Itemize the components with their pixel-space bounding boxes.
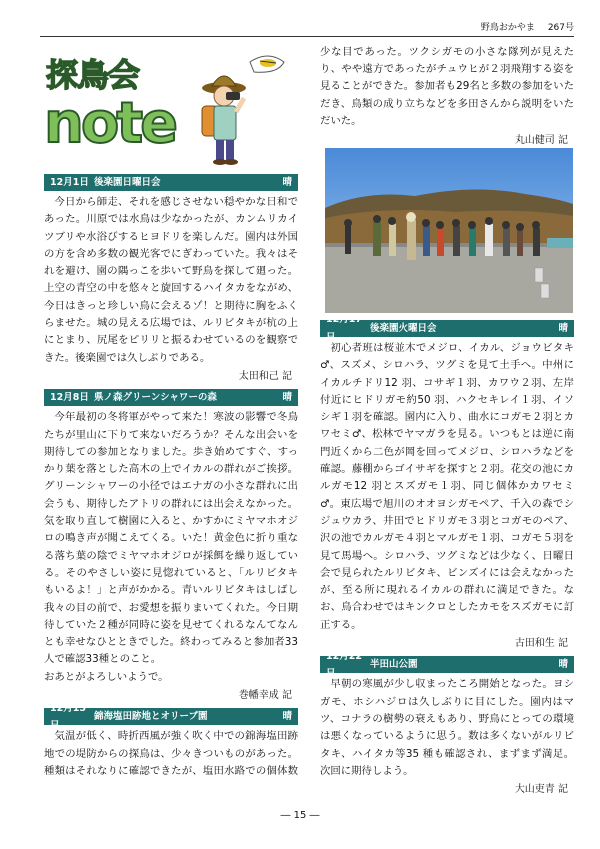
article-place: 後楽園火曜日会 bbox=[370, 322, 437, 334]
article-3-continued bbox=[320, 44, 574, 131]
article-date: 12月22日 bbox=[326, 650, 362, 679]
article-date: 12月8日 bbox=[50, 392, 89, 404]
article-weather: 晴 bbox=[282, 392, 292, 404]
article-1-header bbox=[44, 174, 298, 191]
journal-title: 野鳥おかやま bbox=[480, 23, 535, 33]
article-weather: 晴 bbox=[558, 659, 568, 671]
header-rule bbox=[40, 36, 574, 37]
article-5-body: 早朝の寒風が少し収まったころ開始となった。ヨシガモ、ホシハジロは久しぶりに目にした。園内はマツ、コナラの樹勢の衰えもあり、野鳥にとっての環境は悪くなっているように思う。数は多くないがルリビタキ、ハイタカ等35 種も確認され、まずまず満足。次回に期待しよう。 bbox=[320, 678, 574, 777]
article-place: 後楽園日曜日会 bbox=[94, 176, 161, 188]
running-header bbox=[471, 20, 574, 33]
article-3-header bbox=[44, 702, 298, 731]
right-column-lower bbox=[320, 314, 574, 802]
birdwatcher-illustration bbox=[188, 48, 288, 166]
logo-line1: 探鳥会 bbox=[46, 56, 140, 94]
article-2-closing: おあとがよろしいようで。 bbox=[44, 670, 169, 683]
article-1-body: 今日から師走、それを感じさせない穏やかな日和であった。川原では水鳥は少なかったが、カンムリカイツブリや水浴びするヒヨドリを楽しんだ。園内は外国の方を含め多数の観光客でにぎわっていた。我々はそれを避け、園の隅っこを歩いて野鳥を探して廻った。上空の青空の中を悠々と旋回するハイタカをながめ、今日はきっと珍しい鳥に会えるゾ！と期待に胸をふくらませた。城の見える広場では、ルリビタキが杭の上にとまり、尻尾をピリリと振るわせているのを観察できた。後楽園では久しぶりである。 bbox=[44, 196, 298, 364]
article-place: 半田山公園 bbox=[370, 659, 418, 671]
article-5-author: 大山吏青 記 bbox=[514, 784, 568, 796]
tanchokai-note-logo bbox=[44, 46, 174, 166]
article-1-author: 太田和己 記 bbox=[238, 370, 292, 382]
article-3-author: 丸山健司 記 bbox=[514, 135, 568, 146]
article-weather: 晴 bbox=[558, 322, 568, 334]
article-3-body-cont: 少な目であった。ツクシガモの小さな隊列が見えたり、やや遠方であったがチュウヒが２羽飛翔する姿を見ることができた。参加者も29名と多数の参加をいただき、鳥類の成り立ちなどを多田さんから説明をいただいた。 bbox=[320, 45, 574, 128]
article-date: 12月1日 bbox=[50, 176, 89, 188]
field-trip-photo bbox=[325, 148, 573, 313]
article-place: 県ノ森グリーンシャワーの森 bbox=[94, 392, 217, 404]
article-4-body: 初心者班は桜並木でメジロ、イカル、ジョウビタキ♂、スズメ、シロハラ、ツグミを見て土手へ。中州にイカルチドリ12 羽、コサギ１羽、カワウ２羽、左岸付近にヒドリガモ約50 羽、ハクセキレイ１羽、イソシギ１羽を確認。園内に入り、曲水にコガモ２羽とカワセミ♂、松林でヤマガラを見る。いつもとは逆に南門近くから二色が岡を回ってメジロ、シロハラなどを確認。藤棚からゴイサギを探すと２羽。花交の池にカルガモ12 羽とスズガモ１羽、同じ個体かカワセミ♂。東広場で旭川のオオヨシガモペア、千入の森でシジュウカラ、井田でヒドリガモ３羽とコガモのペア、沢の池でカルガモ４羽とマルガモ１羽、コガモ５羽を見て馬場へ。シロハラ、ツグミなどは少なく、日曜日会で見られたルリビタキ、ビンズイには会えなかったが、至る所に現れるイカルの群れに満足できた。なお、鳥合わせではキンクロとしたカモをスズガモに訂正する。 bbox=[320, 342, 574, 631]
right-column bbox=[320, 44, 574, 153]
article-2-header bbox=[44, 389, 298, 406]
article-3-body: 気温が低く、時折西風が強く吹く中での錦海塩田跡地での堤防からの探鳥は、少々きついものがあった。種類はそれなりに確認できたが、塩田水路での個体数 bbox=[44, 730, 298, 777]
page-number: ― 15 ― bbox=[280, 810, 320, 821]
article-4-header bbox=[320, 314, 574, 343]
article-2-body: 今年最初の冬将軍がやって来た！寒波の影響で冬鳥たちが里山に下りて来ないだろうか？そんな出会いを期待しての参加となりました。歩き始めてすぐ、すっかり葉を落とした高木の上でイカルの群れがご挨拶。グリーンシャワーの小径ではエナガの小さな群れに出会うも、期待したアトリの群れには出会えなかった。気を取り直して樹園に入ると、かすかにミヤマホオジロの鳴き声が聞こえてくる。いた！黄金色に折り重なる落ち葉の陰でミヤマホオジロが採餌を繰り返している。そのやさしい姿に見惚れていると、「ルリビタキもいるよ！」と声がかかる。青いルリビタキはしばし我々の目の前で、お愛想を振りまいてくれた。今日期待していた２種が同時に姿を見せてくれるなんてなんとも幸せなひとときでした。終わってみると参加者33人で確認33種とのこと。 bbox=[44, 411, 298, 666]
left-column bbox=[44, 172, 298, 780]
article-place: 錦海塩田跡地とオリーブ園 bbox=[94, 711, 208, 723]
article-weather: 晴 bbox=[282, 711, 292, 723]
logo-line2: note bbox=[44, 91, 176, 156]
article-date: 12月17日 bbox=[326, 314, 362, 343]
article-5-header bbox=[320, 650, 574, 679]
issue-number: 267号 bbox=[547, 23, 574, 33]
article-weather: 晴 bbox=[282, 176, 292, 188]
article-2-author: 巻幡幸成 記 bbox=[238, 690, 292, 702]
article-3-body-start bbox=[44, 728, 298, 780]
article-4-author: 古田和生 記 bbox=[514, 638, 568, 650]
article-date: 12月15日 bbox=[50, 702, 86, 731]
